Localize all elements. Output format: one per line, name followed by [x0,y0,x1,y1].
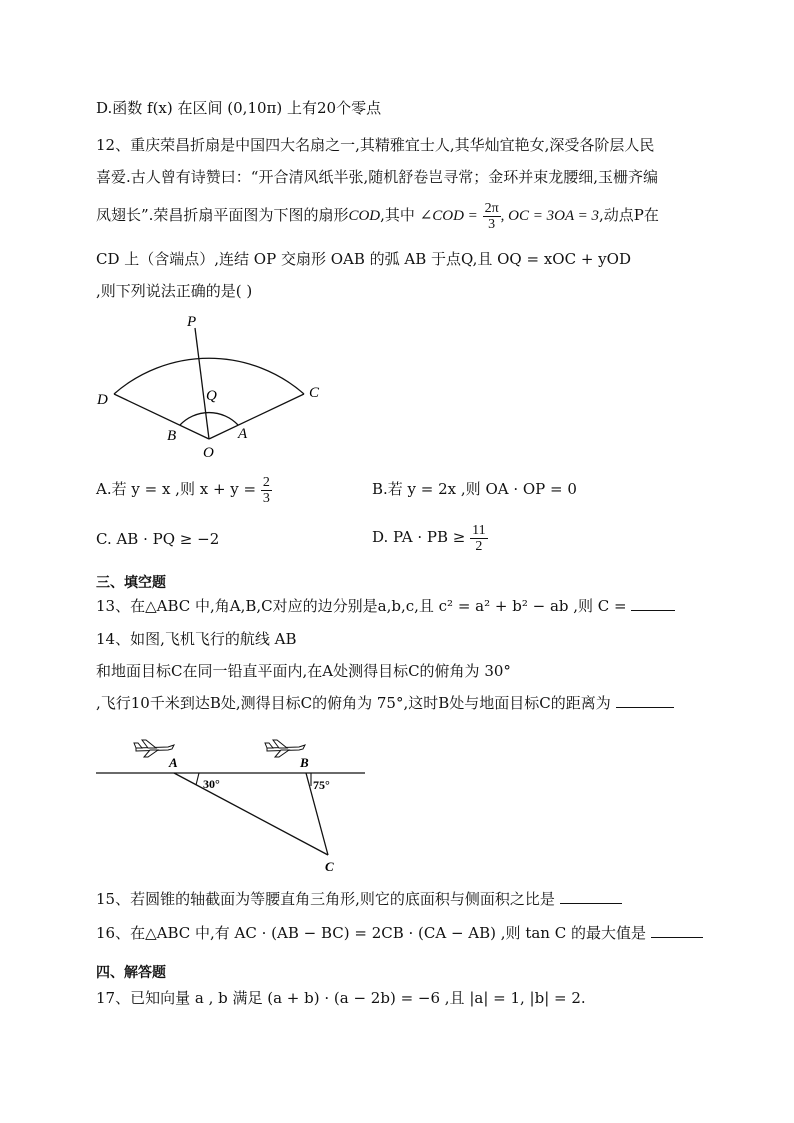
angle-mark-a [196,773,199,785]
label-d: D [97,392,108,408]
airplane-icon [265,740,305,757]
fan-diagram [90,308,340,468]
q12-option-d-text: D. PA · PB ≥ [372,528,466,546]
q14-line-2 [96,660,511,682]
q11-option-d-text: D.函数 f(x) 在区间 (0,10π) 上有20个零点 [96,99,382,117]
q12-text-3c: ,其中 [380,206,415,224]
q14-text-2: 和地面目标C在同一铅直平面内,在A处测得目标C的俯角为 30° [96,662,511,680]
q16-text: 16、在△ABC 中,有 AC · (AB − BC) = 2CB · (CA − AB) ,则 tan C 的最大值是 [96,924,646,942]
q12-line-4 [96,248,631,270]
q12-text-4: CD 上（含端点）,连结 OP 交扇形 OAB 的弧 AB 于点Q,且 OQ = xOC + yOD [96,250,631,268]
label-o: O [203,445,214,461]
angle-label-75: 75° [313,778,330,792]
q15-answer-blank[interactable] [560,889,622,904]
q12-option-b-text: B.若 y = 2x ,则 OA · OP = 0 [372,480,577,498]
q12-angle-fraction [483,201,501,232]
q12-option-c-text: C. AB · PQ ≥ −2 [96,530,220,548]
airplane-diagram [90,732,380,878]
q17 [96,987,586,1009]
q12-option-a-fraction [261,475,272,506]
q12-text-3a: 凤翅长”.荣昌折扇平面图为下图的扇形 [96,206,349,224]
q12-option-a-num: 2 [262,474,270,490]
q14-text-1: 14、如图,飞机飞行的航线 AB [96,630,297,648]
q12-angle-expr: ∠COD = [419,208,478,224]
q12-option-c [96,530,219,548]
q12-option-d-num: 11 [472,522,486,538]
q12-angle-num: 2π [484,200,499,216]
q17-text: 17、已知向量 a , b 满足 (a + b) · (a − 2b) = −6 ,且 |a| = 1, |b| = 2. [96,989,586,1007]
q12-length-expr: , OC = 3OA = 3 [500,208,599,224]
q12-option-d [372,522,488,554]
q12-line-3 [96,198,659,233]
label-q: Q [206,388,217,404]
q14-line-3 [96,692,674,714]
q12-text-5: ,则下列说法正确的是( ) [96,282,253,300]
label-b: B [300,755,309,770]
q16-answer-blank[interactable] [651,923,703,938]
segment-op [195,328,209,439]
q12-line-1 [96,134,654,156]
q12-option-d-fraction [470,523,487,554]
q13-answer-blank[interactable] [631,596,675,611]
section-fill-in-heading: 三、填空题 [96,575,166,591]
q14-answer-blank[interactable] [616,693,674,708]
q12-line-2 [96,166,658,188]
radius-od [114,394,209,439]
q13 [96,595,675,617]
q11-option-d [96,97,381,119]
q12-option-b [372,478,577,499]
q15 [96,888,622,910]
label-a: A [169,755,178,770]
label-c: C [309,385,320,401]
radius-oc [209,394,304,439]
label-b: B [167,428,177,444]
q14-line-1 [96,628,296,650]
section-solution-heading: 四、解答题 [96,965,166,981]
q12-text-3f: ,动点P在 [598,206,659,224]
q12-sector-name: COD [348,208,381,224]
label-p: P [187,314,197,330]
q12-option-a-text: A.若 y = x ,则 x + y = [96,480,257,498]
q12-option-a-den: 3 [262,490,270,506]
q12-angle-den: 3 [488,216,496,232]
q12-option-d-den: 2 [475,538,483,554]
q12-text-1: 12、重庆荣昌折扇是中国四大名扇之一,其精雅宜士人,其华灿宜艳女,深受各阶层人民 [96,136,655,154]
q12-option-a [96,474,272,506]
inner-arc-ab [180,413,238,425]
line-of-sight-ac [174,773,328,855]
q16 [96,922,703,944]
q14-text-3: ,飞行10千米到达B处,测得目标C的俯角为 75°,这时B处与地面目标C的距离为 [96,694,611,712]
q12-line-5 [96,280,252,302]
airplane-icon [134,740,174,757]
angle-label-30: 30° [203,777,220,791]
q15-text: 15、若圆锥的轴截面为等腰直角三角形,则它的底面积与侧面积之比是 [96,890,555,908]
q12-text-2: 喜爱.古人曾有诗赞曰：“开合清风纸半张,随机舒卷岂寻常；金环并束龙腰细,玉栅齐编 [96,168,658,186]
label-c: C [325,859,334,874]
q13-text: 13、在△ABC 中,角A,B,C对应的边分别是a,b,c,且 c² = a² + b² − ab ,则 C = [96,597,627,615]
label-a: A [238,426,248,442]
